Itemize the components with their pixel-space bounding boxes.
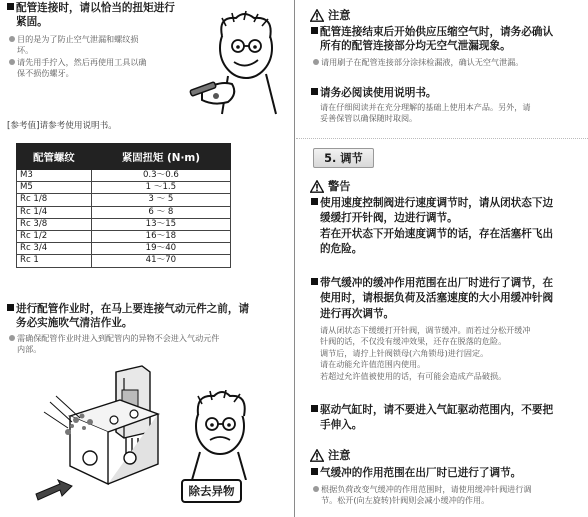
torque-note-1: 目的是为了防止空气泄漏和螺纹损 坏。: [9, 34, 189, 55]
table-row: [17, 170, 231, 182]
thread-cell: M3: [17, 170, 92, 182]
cushion-adjust-warning: 带气缓冲的缓冲作用范围在出厂时进行了调节，在 使用时，请根据负荷及活塞速度的大小用缓冲针阀 进行再次调节。: [311, 276, 588, 322]
worker-wrench-illustration: [188, 10, 288, 115]
bullet-square-icon: [311, 198, 318, 205]
torque-cell: 41～70: [91, 255, 230, 267]
torque-heading: 配管连接时，请以恰当的扭矩进行 紧固。: [7, 1, 247, 29]
bullet-dot-icon: [313, 486, 319, 492]
reference-text: [参考值]请参考使用说明书。: [7, 121, 117, 131]
flushing-heading: 进行配管作业时，在马上要连接气动元件之前，请 务必实施吹气清洁作业。: [7, 302, 289, 330]
bullet-square-icon: [7, 3, 14, 10]
section-title-adjustment: 5. 调节: [313, 148, 374, 168]
right-column: [296, 0, 588, 517]
torque-cell: 3 ～ 5: [91, 194, 230, 206]
torque-cell: 1 ～1.5: [91, 182, 230, 194]
thread-cell: Rc 3/8: [17, 218, 92, 230]
thread-cell: Rc 1: [17, 255, 92, 267]
table-row: [17, 243, 231, 255]
thread-cell: Rc 3/4: [17, 243, 92, 255]
torque-cell: 19～40: [91, 243, 230, 255]
table-row: [17, 255, 231, 267]
warning-triangle-icon: [310, 180, 324, 193]
thread-cell: M5: [17, 182, 92, 194]
remove-foreign-matter-sign: 除去异物: [181, 479, 242, 503]
flushing-note: 需确保配管作业时进入到配管内的异物不会进入气动元件 内部。: [9, 333, 291, 354]
bullet-dot-icon: [313, 59, 319, 65]
bullet-square-icon: [7, 304, 14, 311]
thread-cell: Rc 1/4: [17, 206, 92, 218]
thread-cell: Rc 1/2: [17, 230, 92, 242]
caution-triangle-icon: [310, 9, 324, 22]
left-column: [0, 0, 293, 517]
warning-header: 警告: [310, 178, 350, 194]
air-cushion-heading: 气缓冲的作用范围在出厂时已进行了调节。: [311, 466, 588, 480]
section-rule: [296, 138, 588, 139]
table-row: [17, 206, 231, 218]
torque-cell: 13～15: [91, 218, 230, 230]
speed-control-warning: 使用速度控制阀进行速度调节时，请从闭状态下边 缓缓打开针阀，边进行调节。 若在开状态下开始速度调节的话，存在活塞杆飞出 的危险。: [311, 196, 588, 258]
valve-illustration: [30, 362, 190, 514]
bullet-square-icon: [311, 88, 318, 95]
header-thread: 配管螺纹: [17, 144, 92, 170]
bullet-square-icon: [311, 468, 318, 475]
leak-check-heading: 配管连接结束后开始供应压缩空气时，请务必确认 所有的配管连接部分均无空气泄漏现象。: [311, 25, 588, 53]
bullet-dot-icon: [9, 36, 15, 42]
bullet-square-icon: [311, 27, 318, 34]
torque-cell: 16～18: [91, 230, 230, 242]
torque-table: [16, 143, 231, 268]
table-row: [17, 230, 231, 242]
cushion-adjust-text: 请从闭状态下缓缓打开针阀，调节缓冲。而若过分松开缓冲 针阀的话，不仅没有缓冲效果，还存在脱落的危险。 调节后，请拧上针阀锁母(六角锁母)进行固定。 请在动能允许值范围内使用。 若超过允许值被使用的话，有可能会造成产品破损。: [320, 325, 531, 381]
caution-triangle-icon: [310, 449, 324, 462]
caution-header-1: 注意: [310, 7, 350, 23]
bullet-dot-icon: [9, 335, 15, 341]
drive-range-warning: 驱动气缸时，请不要进入气缸驱动范围内，不要把 手伸入。: [311, 403, 588, 434]
torque-cell: 6 ～ 8: [91, 206, 230, 218]
table-row: [17, 194, 231, 206]
thread-cell: Rc 1/8: [17, 194, 92, 206]
torque-cell: 0.3～0.6: [91, 170, 230, 182]
leak-check-note: 请用刷子在配管连接部分涂抹检漏液，确认无空气泄漏。: [313, 57, 588, 68]
manual-text: 请在仔细阅读并在充分理解的基础上使用本产品。另外，请 妥善保管以确保随时取阅。: [320, 102, 531, 123]
worker-illustration: [186, 390, 252, 480]
bullet-square-icon: [311, 405, 318, 412]
caution-header-2: 注意: [310, 447, 350, 463]
torque-table-header: [17, 144, 231, 170]
manual-heading: 请务必阅读使用说明书。: [311, 86, 588, 100]
table-row: [17, 182, 231, 194]
column-divider: [294, 0, 295, 517]
torque-note-2: 请先用手拧入，然后再使用工具以确 保不损伤螺牙。: [9, 57, 189, 78]
bullet-dot-icon: [9, 59, 15, 65]
bullet-square-icon: [311, 278, 318, 285]
table-row: [17, 218, 231, 230]
header-torque: 紧固扭矩 (N·m): [91, 144, 230, 170]
air-cushion-note: 根据负荷改变气缓冲的作用范围时，请使用缓冲针阀进行调 节。松开(向左旋转)针阀则会减小缓冲的作用。: [313, 484, 588, 505]
